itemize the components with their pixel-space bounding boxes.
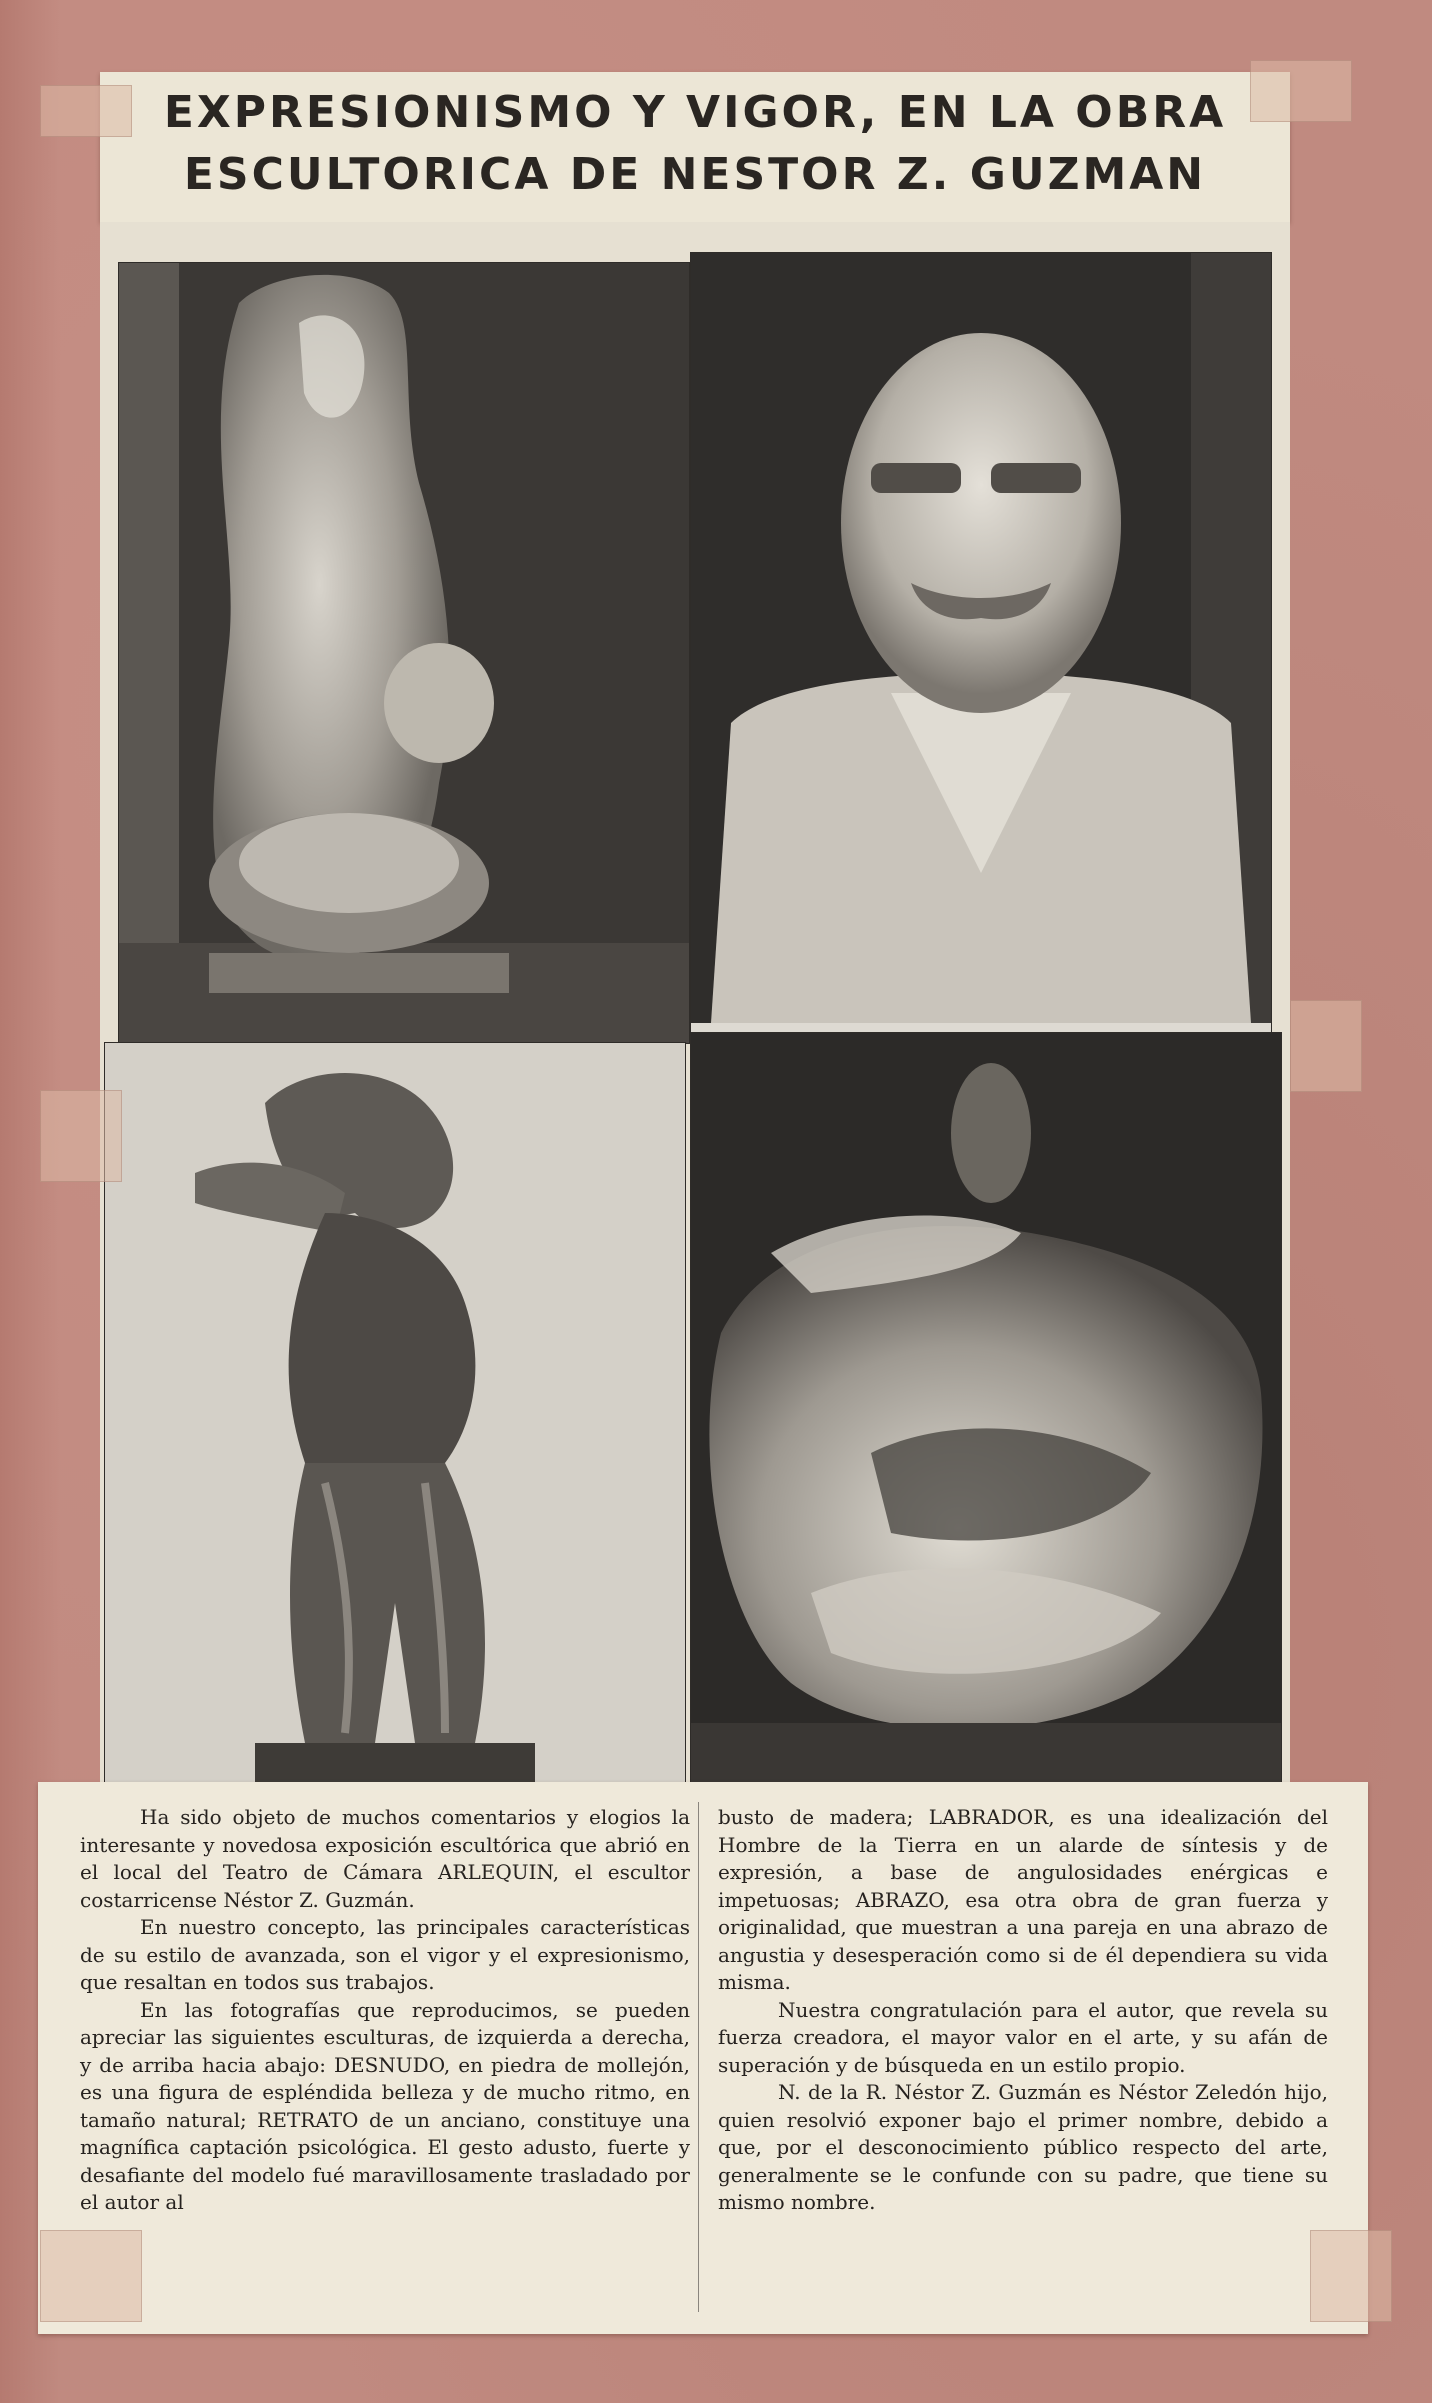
paragraph: En las fotografías que reproducimos, se pueden apreciar las siguientes esculturas, de izquierda a derecha, y de arriba hacia abajo: DESNUDO, en piedra de mollejón, es una figura de espléndida belleza y de mucho ritmo, en tamaño natural; RETRATO de un anciano, constituye una magnífica captación psicológica. El gesto adusto, fuerte y desafiante del modelo fué maravillosamente trasladado por el autor al bbox=[80, 1997, 690, 2214]
article-clipping bbox=[38, 1782, 1368, 2334]
article-column-right bbox=[718, 1804, 1328, 2217]
paragraph: Ha sido objeto de muchos comentarios y elogios la interesante y novedosa exposición escultórica que abrió en el local del Teatro de Cámara ARLEQUIN, el escultor costarricense Néstor Z. Guzmán. bbox=[80, 1805, 690, 1912]
photo-retrato bbox=[690, 252, 1272, 1054]
paragraph: N. de la R. Néstor Z. Guzmán es Néstor Zeledón hijo, quien resolvió exponer bajo el primer nombre, debido a que, por el desconocimiento público respecto del arte, generalmente se le confunde con su padre, que tiene su mismo nombre. bbox=[718, 2080, 1328, 2214]
abrazo-sculpture-image bbox=[691, 1033, 1281, 1783]
headline-clipping bbox=[100, 72, 1290, 222]
paragraph: busto de madera; LABRADOR, es una idealización del Hombre de la Tierra en un alarde de síntesis y de expresión, a base de angulosidades enérgicas e impetuosas; ABRAZO, esa otra obra de gran fuerza y originalidad, que muestran a una pareja en una abrazo de angustia y desesperación como si de él dependiera su vida misma. bbox=[718, 1805, 1328, 1994]
photo-desnudo bbox=[118, 262, 690, 1044]
paragraph: En nuestro concepto, las principales características de su estilo de avanzada, son el vigor y el expresionismo, que resaltan en todos sus trabajos. bbox=[80, 1915, 690, 1994]
labrador-figure-image bbox=[105, 1043, 685, 1783]
article-column-left bbox=[80, 1804, 690, 2217]
retrato-bust-image bbox=[691, 253, 1271, 1053]
paragraph: Nuestra congratulación para el autor, que revela su fuerza creadora, el mayor valor en el arte, y su afán de superación y de búsqueda en un estilo propio. bbox=[718, 1997, 1328, 2077]
tape-strip bbox=[1310, 2230, 1392, 2322]
photo-labrador bbox=[104, 1042, 686, 1784]
tape-strip bbox=[40, 85, 132, 137]
headline-line-1: EXPRESIONISMO Y VIGOR, EN LA OBRA bbox=[163, 87, 1227, 138]
tape-strip bbox=[1250, 60, 1352, 122]
column-divider bbox=[698, 1802, 699, 2312]
photo-abrazo bbox=[690, 1032, 1282, 1784]
tape-strip bbox=[40, 2230, 142, 2322]
headline-line-2: ESCULTORICA DE NESTOR Z. GUZMAN bbox=[183, 149, 1207, 200]
desnudo-sculpture-image bbox=[119, 263, 689, 1043]
tape-strip bbox=[1290, 1000, 1362, 1092]
headline bbox=[100, 72, 1290, 206]
tape-strip bbox=[40, 1090, 122, 1182]
photo-clipping bbox=[100, 222, 1290, 1782]
